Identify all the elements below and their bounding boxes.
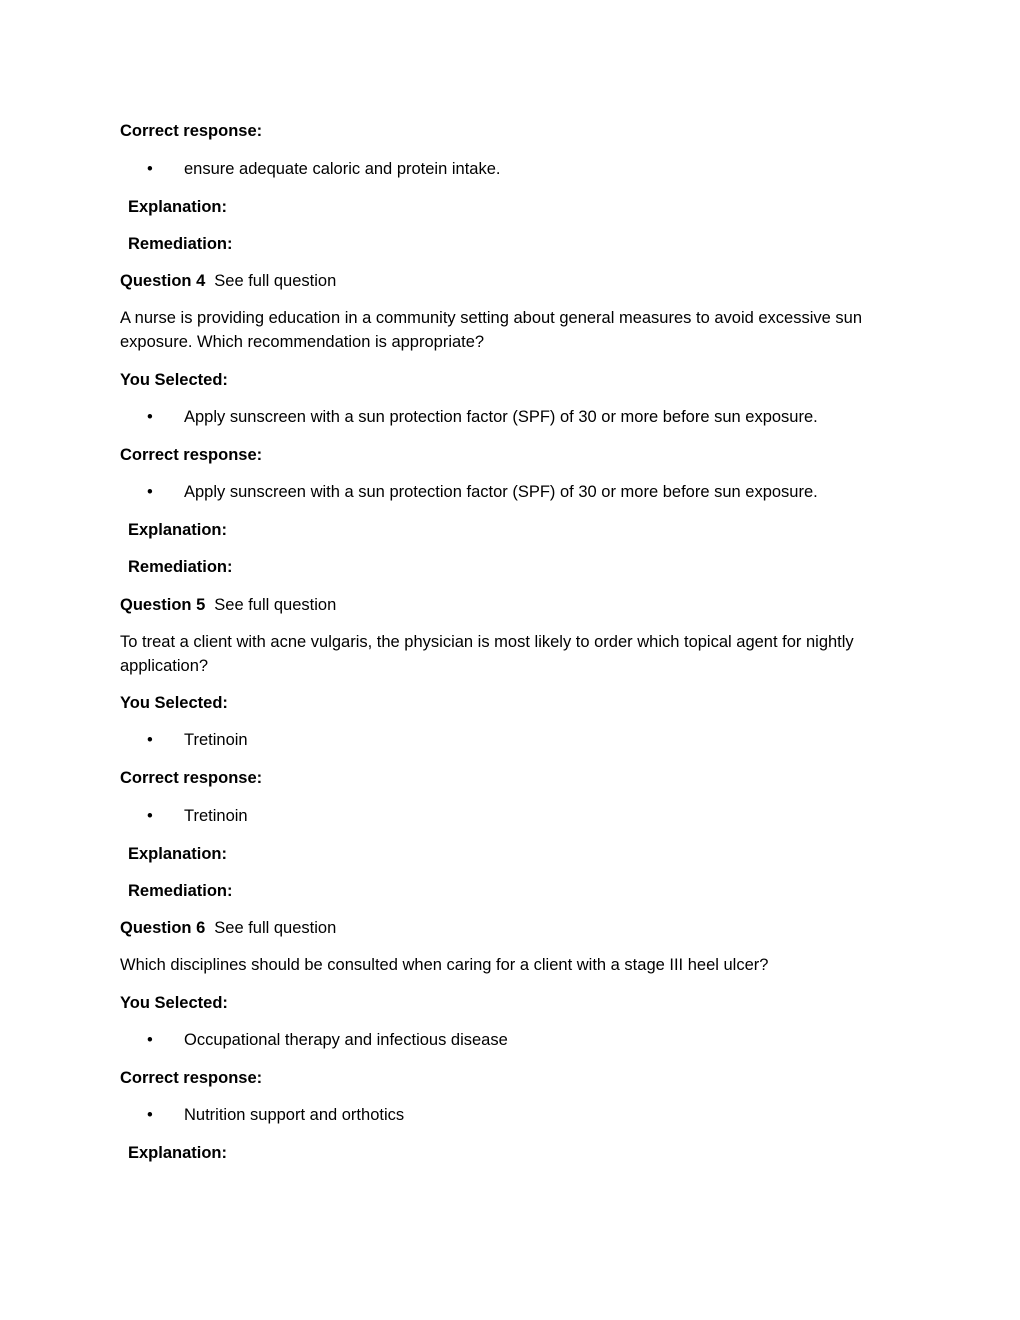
q6-correct-label: Correct response: xyxy=(120,1069,263,1087)
q5-selected-label: You Selected: xyxy=(120,694,228,712)
q5-see-full-question-link[interactable]: See full question xyxy=(214,596,337,614)
q6-question-text: Which disciplines should be consulted when caring for a client with a stage III heel ulcer? xyxy=(120,956,769,974)
q6-header xyxy=(120,916,336,940)
q4-see-full-question-link[interactable]: See full question xyxy=(214,272,337,290)
bullet-icon: • xyxy=(147,807,153,825)
q3-correct-label: Correct response: xyxy=(120,122,263,140)
q4-number: Question 4 xyxy=(120,272,206,290)
q6-number: Question 6 xyxy=(120,919,206,937)
bullet-icon: • xyxy=(147,160,153,178)
q4-remediation-label: Remediation: xyxy=(128,558,233,576)
bullet-icon: • xyxy=(147,731,153,749)
bullet-icon: • xyxy=(147,483,153,501)
q4-header xyxy=(120,269,336,293)
bullet-icon: • xyxy=(147,408,153,426)
q5-explanation-label: Explanation: xyxy=(128,845,228,863)
q5-header xyxy=(120,593,336,617)
q4-explanation-label: Explanation: xyxy=(128,521,228,539)
q5-correct-label: Correct response: xyxy=(120,769,263,787)
q4-selected-label: You Selected: xyxy=(120,371,228,389)
q3-explanation-label: Explanation: xyxy=(128,198,228,216)
q4-correct-answer: Apply sunscreen with a sun protection factor (SPF) of 30 or more before sun exposure. xyxy=(184,483,818,501)
q4-selected-answer: Apply sunscreen with a sun protection factor (SPF) of 30 or more before sun exposure. xyxy=(184,408,818,426)
q4-question-text: A nurse is providing education in a community setting about general measures to avoid excessive sun exposure. Which recommendation is appropriate? xyxy=(120,309,863,351)
q5-selected-answer: Tretinoin xyxy=(184,731,248,749)
bullet-icon: • xyxy=(147,1031,153,1049)
q6-see-full-question-link[interactable]: See full question xyxy=(214,919,337,937)
q6-explanation-label: Explanation: xyxy=(128,1144,228,1162)
q5-number: Question 5 xyxy=(120,596,206,614)
q6-selected-answer: Occupational therapy and infectious disease xyxy=(184,1031,508,1049)
q6-correct-answer: Nutrition support and orthotics xyxy=(184,1106,405,1124)
q5-remediation-label: Remediation: xyxy=(128,882,233,900)
q4-correct-label: Correct response: xyxy=(120,446,263,464)
q5-correct-answer: Tretinoin xyxy=(184,807,248,825)
q3-remediation-label: Remediation: xyxy=(128,235,233,253)
q6-selected-label: You Selected: xyxy=(120,994,228,1012)
q5-question-text: To treat a client with acne vulgaris, the physician is most likely to order which topical agent for nightly application? xyxy=(120,633,854,675)
bullet-icon: • xyxy=(147,1106,153,1124)
q3-correct-answer: ensure adequate caloric and protein intake. xyxy=(184,160,501,178)
